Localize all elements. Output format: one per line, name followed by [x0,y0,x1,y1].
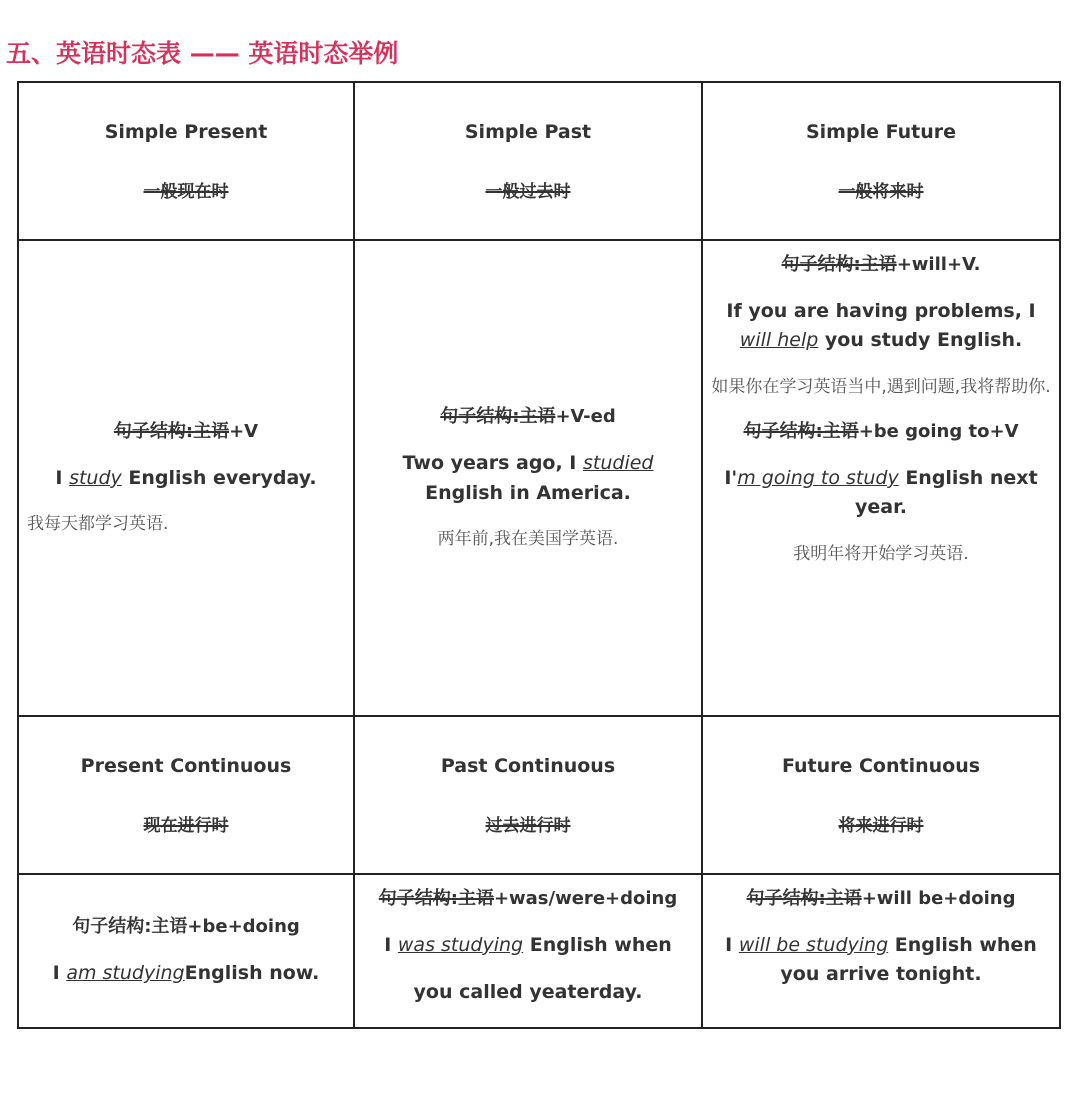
future-continuous-cell [703,875,1059,1027]
header-en: Simple Past [464,120,592,143]
example-sentence [384,931,672,960]
header-en: Past Continuous [440,754,616,777]
header-en: Present Continuous [80,754,292,777]
header-en: Future Continuous [781,754,981,777]
example-verb: m going to study [737,467,899,489]
example-sentence [709,931,1053,990]
header-simple-future [703,83,1059,241]
structure-line: 句子结构:主语+be+doing [72,916,300,938]
example-verb: study [69,467,122,490]
example-pre: I [55,467,70,490]
structure-line [440,403,615,431]
example-pre: Two years ago, I [402,452,583,475]
structure-zh: 句子结构:主语 [743,421,859,443]
header-simple-past [355,83,703,241]
example-pre: I [52,962,67,985]
header-simple-present [19,83,355,241]
header-past-continuous [355,717,703,875]
example-pre: I' [724,467,738,489]
example-verb: studied [583,452,654,475]
structure-en: +will+V. [896,254,981,275]
example-sentence [709,464,1053,523]
example-verb: am studying [66,962,185,985]
structure-en: +V-ed [555,406,616,428]
simple-present-cell [19,241,355,717]
example-post: English next year. [855,467,1038,519]
structure-zh: 句子结构:主语 [440,406,556,428]
simple-past-cell [355,241,703,717]
tense-table [17,81,1061,1029]
structure-line [747,885,1016,913]
structure-zh: 句子结构:主语 [781,254,897,275]
example-pre: I [725,933,739,956]
header-zh: 现在进行时 [143,815,229,836]
translation: 我明年将开始学习英语. [793,543,969,564]
example-sentence [55,464,316,493]
header-zh: 一般现在时 [143,181,229,202]
example-verb: will help [739,329,819,352]
structure-zh: 句子结构:主语 [746,888,862,909]
header-en: Simple Present [104,120,268,143]
translation: 如果你在学习英语当中,遇到问题,我将帮助你. [711,376,1051,397]
example-pre: I [384,933,398,956]
structure-line [743,418,1018,446]
header-zh: 过去进行时 [485,815,571,836]
example-sentence [361,449,695,508]
structure-en: +will be+doing [861,888,1016,909]
example-sentence [53,959,320,988]
structure-zh: 句子结构:主语 [378,888,494,909]
header-zh: 将来进行时 [838,815,924,836]
header-future-continuous [703,717,1059,875]
structure-en: +V [229,421,259,443]
example-post: English when you arrive tonight. [780,933,1037,986]
example-post: English when [523,933,672,956]
translation: 两年前,我在美国学英语. [437,529,619,550]
example-pre: If you are having problems, I [726,299,1036,322]
structure-zh: 句子结构:主语 [113,421,230,443]
example-post: you study English. [818,329,1023,352]
example-verb: will be studying [738,933,889,956]
header-present-continuous [19,717,355,875]
header-zh: 一般过去时 [485,181,571,202]
structure-line [782,251,981,279]
past-continuous-cell [355,875,703,1027]
example-sentence [709,297,1053,356]
structure-line [379,885,677,913]
header-en: Simple Future [805,120,957,143]
example-post: English now. [184,962,320,985]
simple-future-cell [703,241,1059,717]
structure-line [114,418,258,446]
header-zh: 一般将来时 [838,181,924,202]
example-post: English in America. [425,481,631,504]
structure-en: +be going to+V [858,421,1019,443]
present-continuous-cell [19,875,355,1027]
translation: 我每天都学习英语. [27,514,169,535]
example-sentence-line2: you called yeaterday. [413,981,643,1004]
example-verb: was studying [397,933,524,956]
page-title: 五、英语时态表 —— 英语时态举例 [6,39,399,68]
structure-en: +was/were+doing [493,888,678,909]
example-post: English everyday. [121,467,317,490]
